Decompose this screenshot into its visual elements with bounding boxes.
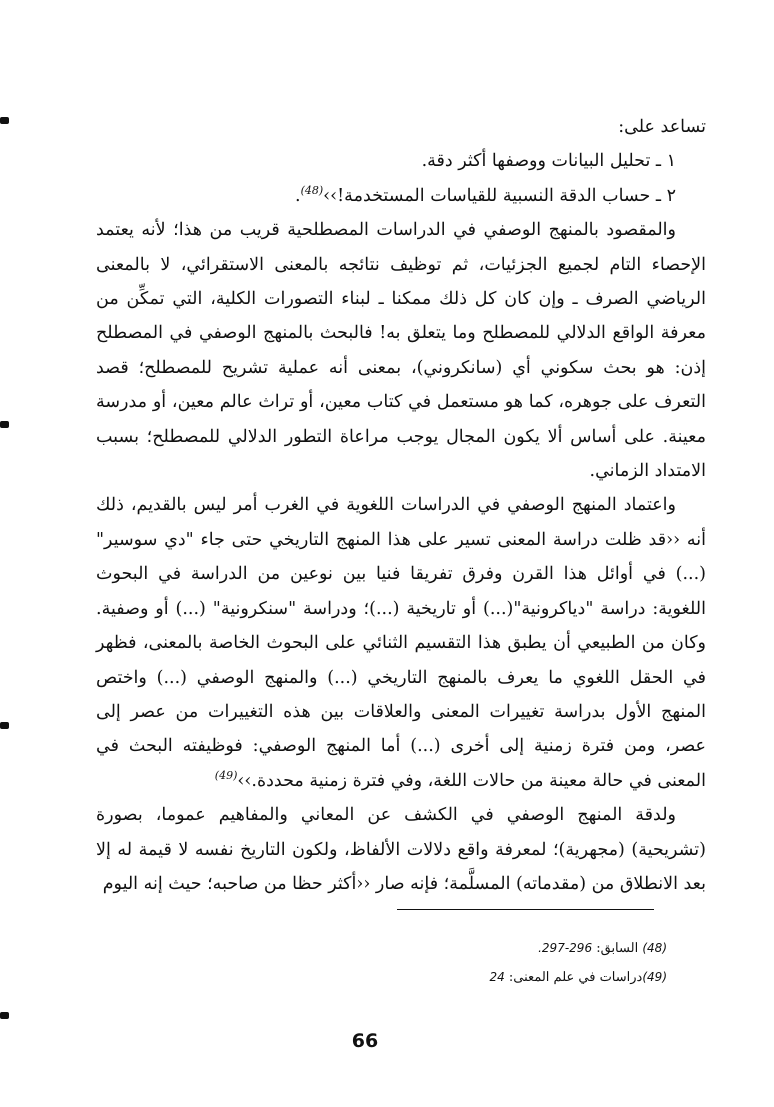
paragraph-2-text: واعتماد المنهج الوصفي في الدراسات اللغوية في الغرب أمر ليس بالقديم، ذلك أنه ‹‹قد ظلت دراسة المعنى تسير على هذا المنهج التاريخي حتى جاء "دي سوسير"(...) في أوائل هذا القرن وفرق تفريقا فنيا بين نوعين من الدراسة في البحوث اللغوية: دراسة "دياكرونية"(...) أو تاريخية (...)؛ ودراسة "سنكرونية" (...) أو وصفية. وكان من الطبيعي أن يطبق هذا التقسيم الثنائي على البحوث الخاصة بالمعنى، فظهر في الحقل اللغوي ما يعرف بالمنهج التاريخي (...) والمنهج الوصفي (...) واختص المنهج الأول بدراسة تغييرات المعنى والعلاقات بين هذه التغييرات من عصر إلى عصر، ومن فترة زمنية إلى أخرى (...) أما المنهج الوصفي: فوظيفته البحث في المعنى في حالة معينة من حالات اللغة، وفي فترة زمنية محددة.›› bbox=[96, 495, 706, 791]
list-item-2-end: . bbox=[294, 185, 301, 206]
footnote-number: (48) bbox=[642, 941, 667, 955]
footnote-ref-49[interactable]: (49) bbox=[214, 768, 238, 782]
page-margin-mark bbox=[0, 421, 9, 428]
list-item-2 bbox=[96, 179, 706, 213]
footnotes bbox=[397, 934, 667, 992]
paragraph-2 bbox=[96, 488, 706, 798]
footnote-pages: 24 bbox=[489, 970, 505, 984]
footnote-48 bbox=[397, 934, 667, 963]
paragraph-3: ولدقة المنهج الوصفي في الكشف عن المعاني والمفاهيم عموما، بصورة (تشريحية) (مجهرية)؛ لمعرفة واقع دلالات الألفاظ، ولكون التاريخ نفسه لا قيمة له إلا بعد الانطلاق من (مقدماته) المسلَّمة؛ فإنه صار ‹‹أكثر حظا من صاحبه؛ حيث إنه اليوم bbox=[96, 805, 706, 894]
page-margin-mark bbox=[0, 1012, 9, 1019]
paragraph-1: والمقصود بالمنهج الوصفي في الدراسات المصطلحية قريب من هذا؛ لأنه يعتمد الإحصاء التام لجميع الجزئيات، ثم توظيف نتائجه بالمعنى الاستقرائي، لا بالمعنى الرياضي الصرف ـ وإن كان كل ذلك ممكنا ـ لبناء التصورات الكلية، التي تمكِّن من معرفة الواقع الدلالي للمصطلح وما يتعلق به! فالبحث بالمنهج الوصفي في المصطلح إذن: هو بحث سكوني أي (سانكروني)، بمعنى أنه عملية تشريح للمصطلح؛ قصد التعرف على جوهره، كما هو مستعمل في كتاب معين، أو تراث عالم معين، أو مدرسة معينة. على أساس ألا يكون المجال يوجب مراعاة التطور الدلالي للمصطلح؛ بسبب الامتداد الزماني. bbox=[96, 220, 706, 482]
list-item-2-text: ٢ ـ حساب الدقة النسبية للقياسات المستخدمة!›› bbox=[323, 185, 676, 206]
page-margin-mark bbox=[0, 117, 9, 124]
list-item-1: ١ ـ تحليل البيانات ووصفها أكثر دقة. bbox=[421, 151, 676, 172]
intro-line: تساعد على: bbox=[618, 117, 706, 137]
footnote-ref-48[interactable]: (48) bbox=[300, 183, 324, 197]
page-body bbox=[96, 110, 706, 901]
footnote-text: دراسات في علم المعنى: bbox=[508, 970, 643, 985]
footnote-pages: 296-297. bbox=[538, 941, 593, 955]
page-margin-mark bbox=[0, 722, 9, 729]
footnote-number: (49) bbox=[642, 970, 667, 984]
footnote-49 bbox=[397, 963, 667, 992]
page-number: 66 bbox=[351, 1030, 379, 1052]
footnote-separator bbox=[397, 909, 654, 910]
footnote-text: السابق: bbox=[596, 941, 639, 956]
